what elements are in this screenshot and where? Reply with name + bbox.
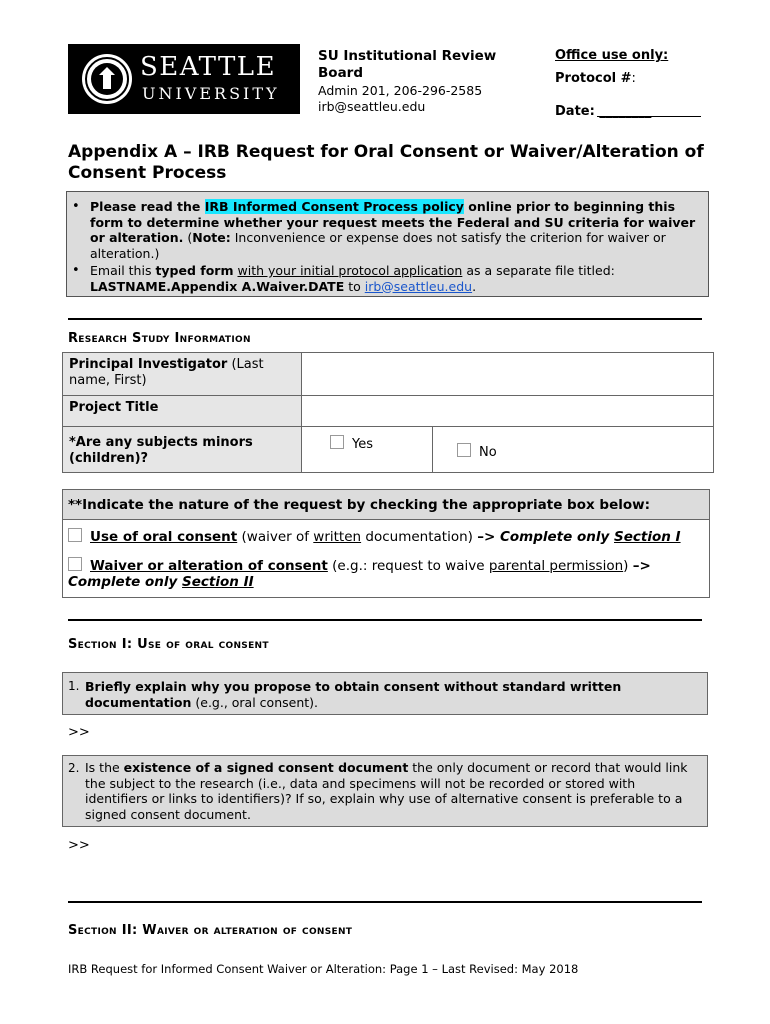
protocol-label: Protocol # bbox=[555, 71, 632, 86]
bullet-icon: • bbox=[72, 263, 80, 278]
answer-2-prompt[interactable]: >> bbox=[68, 838, 90, 853]
research-info-heading: Research Study Information bbox=[68, 331, 251, 346]
section1-heading: Section I: Use of oral consent bbox=[68, 637, 269, 652]
logo-word-university: UNIVERSITY bbox=[142, 84, 280, 103]
university-seal-icon bbox=[80, 52, 134, 106]
page-footer: IRB Request for Informed Consent Waiver or Alteration: Page 1 – Last Revised: May 2018 bbox=[68, 962, 579, 976]
waiver-option-continued: Complete only Section II bbox=[68, 574, 254, 590]
office-use-label: Office use only: bbox=[555, 48, 669, 63]
question-2-number: 2. bbox=[68, 761, 80, 775]
divider bbox=[68, 318, 702, 320]
study-info-table bbox=[62, 352, 714, 473]
bullet-icon: • bbox=[72, 199, 80, 214]
divider bbox=[68, 901, 702, 903]
minors-label: *Are any subjects minors (children)? bbox=[63, 427, 302, 473]
request-heading: **Indicate the nature of the request by checking the appropriate box below: bbox=[68, 497, 650, 513]
yes-checkbox[interactable] bbox=[330, 435, 344, 449]
pi-input[interactable] bbox=[302, 353, 714, 396]
project-title-input[interactable] bbox=[302, 396, 714, 427]
org-name: SU Institutional Review Board bbox=[318, 48, 497, 81]
waiver-option[interactable]: Waiver or alteration of consent (e.g.: request to waive parental permission) –> bbox=[68, 557, 651, 574]
question-1-text: Briefly explain why you propose to obtain consent without standard written documentation (e.g., oral consent). bbox=[85, 679, 622, 710]
question-1-number: 1. bbox=[68, 679, 80, 693]
no-checkbox[interactable] bbox=[457, 443, 471, 457]
project-title-label: Project Title bbox=[63, 396, 302, 427]
instruction-1: Please read the IRB Informed Consent Process policy online prior to beginning this form to determine whether your request meets the Federal and SU criteria for waiver or alteration. (Note: Inconvenience or expense does not satisfy the criterion for waiver or alteration.) bbox=[90, 199, 696, 261]
waiver-checkbox[interactable] bbox=[68, 557, 82, 571]
date-line bbox=[597, 116, 701, 117]
org-address: Admin 201, 206-296-2585 bbox=[318, 83, 483, 98]
policy-link[interactable]: IRB Informed Consent Process policy bbox=[204, 199, 464, 214]
logo-word-seattle: SEATTLE bbox=[140, 52, 277, 82]
protocol-field bbox=[555, 71, 636, 86]
oral-consent-option[interactable]: Use of oral consent (waiver of written documentation) –> Complete only Section I bbox=[68, 528, 681, 545]
question-2-text: Is the existence of a signed consent document the only document or record that would link the subject to the research (i.e., data and specimens will not be recorded or stored with identifiers or links to identifiers)? If so, explain why use of alternative consent is preferable to a signed consent document. bbox=[85, 760, 688, 822]
divider bbox=[68, 619, 702, 621]
instruction-2: Email this typed form with your initial protocol application as a separate file titled: LASTNAME.Appendix A.Waiver.DATE to irb@seattleu.edu. bbox=[90, 263, 615, 294]
pi-label: Principal Investigator (Last name, First) bbox=[63, 353, 302, 396]
answer-1-prompt[interactable]: >> bbox=[68, 725, 90, 740]
section2-heading: Section II: Waiver or alteration of consent bbox=[68, 923, 353, 938]
org-email: irb@seattleu.edu bbox=[318, 99, 426, 114]
minors-yes-option[interactable]: Yes bbox=[302, 427, 433, 473]
protocol-colon: : bbox=[631, 71, 636, 86]
minors-no-option[interactable]: No bbox=[433, 427, 714, 473]
irb-email-link[interactable]: irb@seattleu.edu bbox=[364, 278, 473, 294]
page-title: Appendix A – IRB Request for Oral Consent or Waiver/Alteration of Consent Process bbox=[68, 142, 704, 183]
oral-consent-checkbox[interactable] bbox=[68, 528, 82, 542]
date-label: Date: ________ bbox=[555, 104, 652, 119]
